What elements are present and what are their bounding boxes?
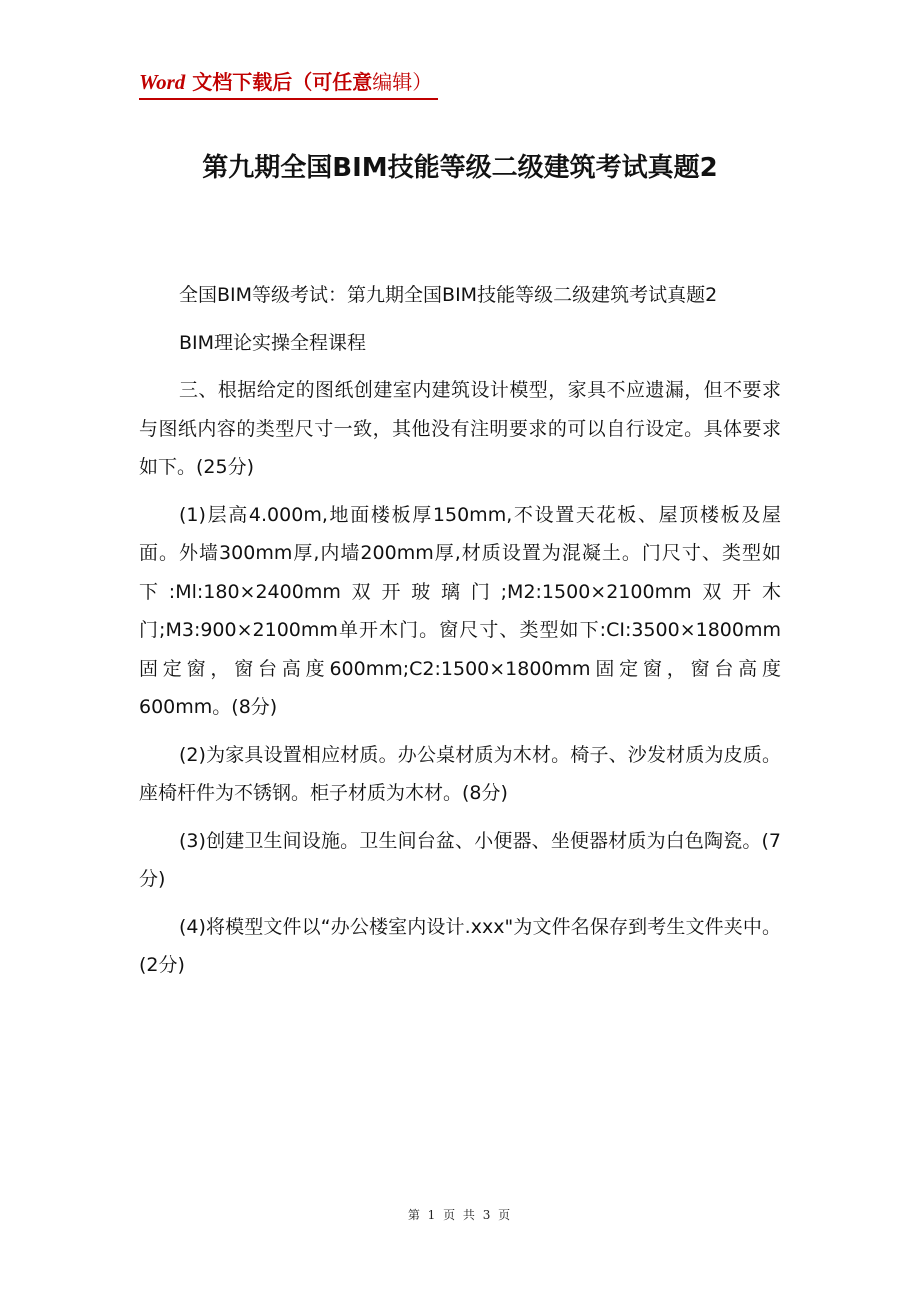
paragraph-course: BIM理论实操全程课程 (179, 331, 367, 354)
paragraph-intro: 全国BIM等级考试：第九期全国BIM技能等级二级建筑考试真题2 (179, 284, 718, 306)
document-body (139, 276, 781, 994)
paragraph-item-4: (4)将模型文件以“办公楼室内设计.xxx"为文件名保存到考生文件夹中。(2分) (139, 915, 781, 976)
paragraph-item-1: (1)层高4.000m,地面楼板厚150mm,不设置天花板、屋顶楼板及屋面。外墙300mm厚,内墙200mm厚,材质设置为混凝土。门尺寸、类型如下:Ml:180×2400mm双开玻璃门;M2:1500×2100mm双开木门;M3:900×2100mm单开木门。窗尺寸、类型如下:CI:3500×1800mm固定窗，窗台高度600mm;C2:1500×1800mm固定窗，窗台高度600mm。(8分) (139, 503, 781, 718)
document-title: 第九期全国BIM技能等级二级建筑考试真题2 (202, 153, 718, 183)
paragraph-question: 三、根据给定的图纸创建室内建筑设计模型，家具不应遗漏，但不要求与图纸内容的类型尺寸一致，其他没有注明要求的可以自行设定。具体要求如下。(25分) (139, 379, 781, 478)
header-text-light: 编辑） (372, 70, 433, 94)
header-word: Word (139, 70, 186, 94)
download-header (139, 68, 438, 100)
header-text-bold: 文档下载后（可任意 (185, 70, 373, 94)
page-number-footer: 第 1 页 共 3 页 (407, 1208, 513, 1222)
paragraph-item-3: (3)创建卫生间设施。卫生间台盆、小便器、坐便器材质为白色陶瓷。(7分) (139, 829, 781, 890)
paragraph-item-2: (2)为家具设置相应材质。办公桌材质为木材。椅子、沙发材质为皮质。座椅杆件为不锈钢。柜子材质为木材。(8分) (139, 743, 781, 804)
